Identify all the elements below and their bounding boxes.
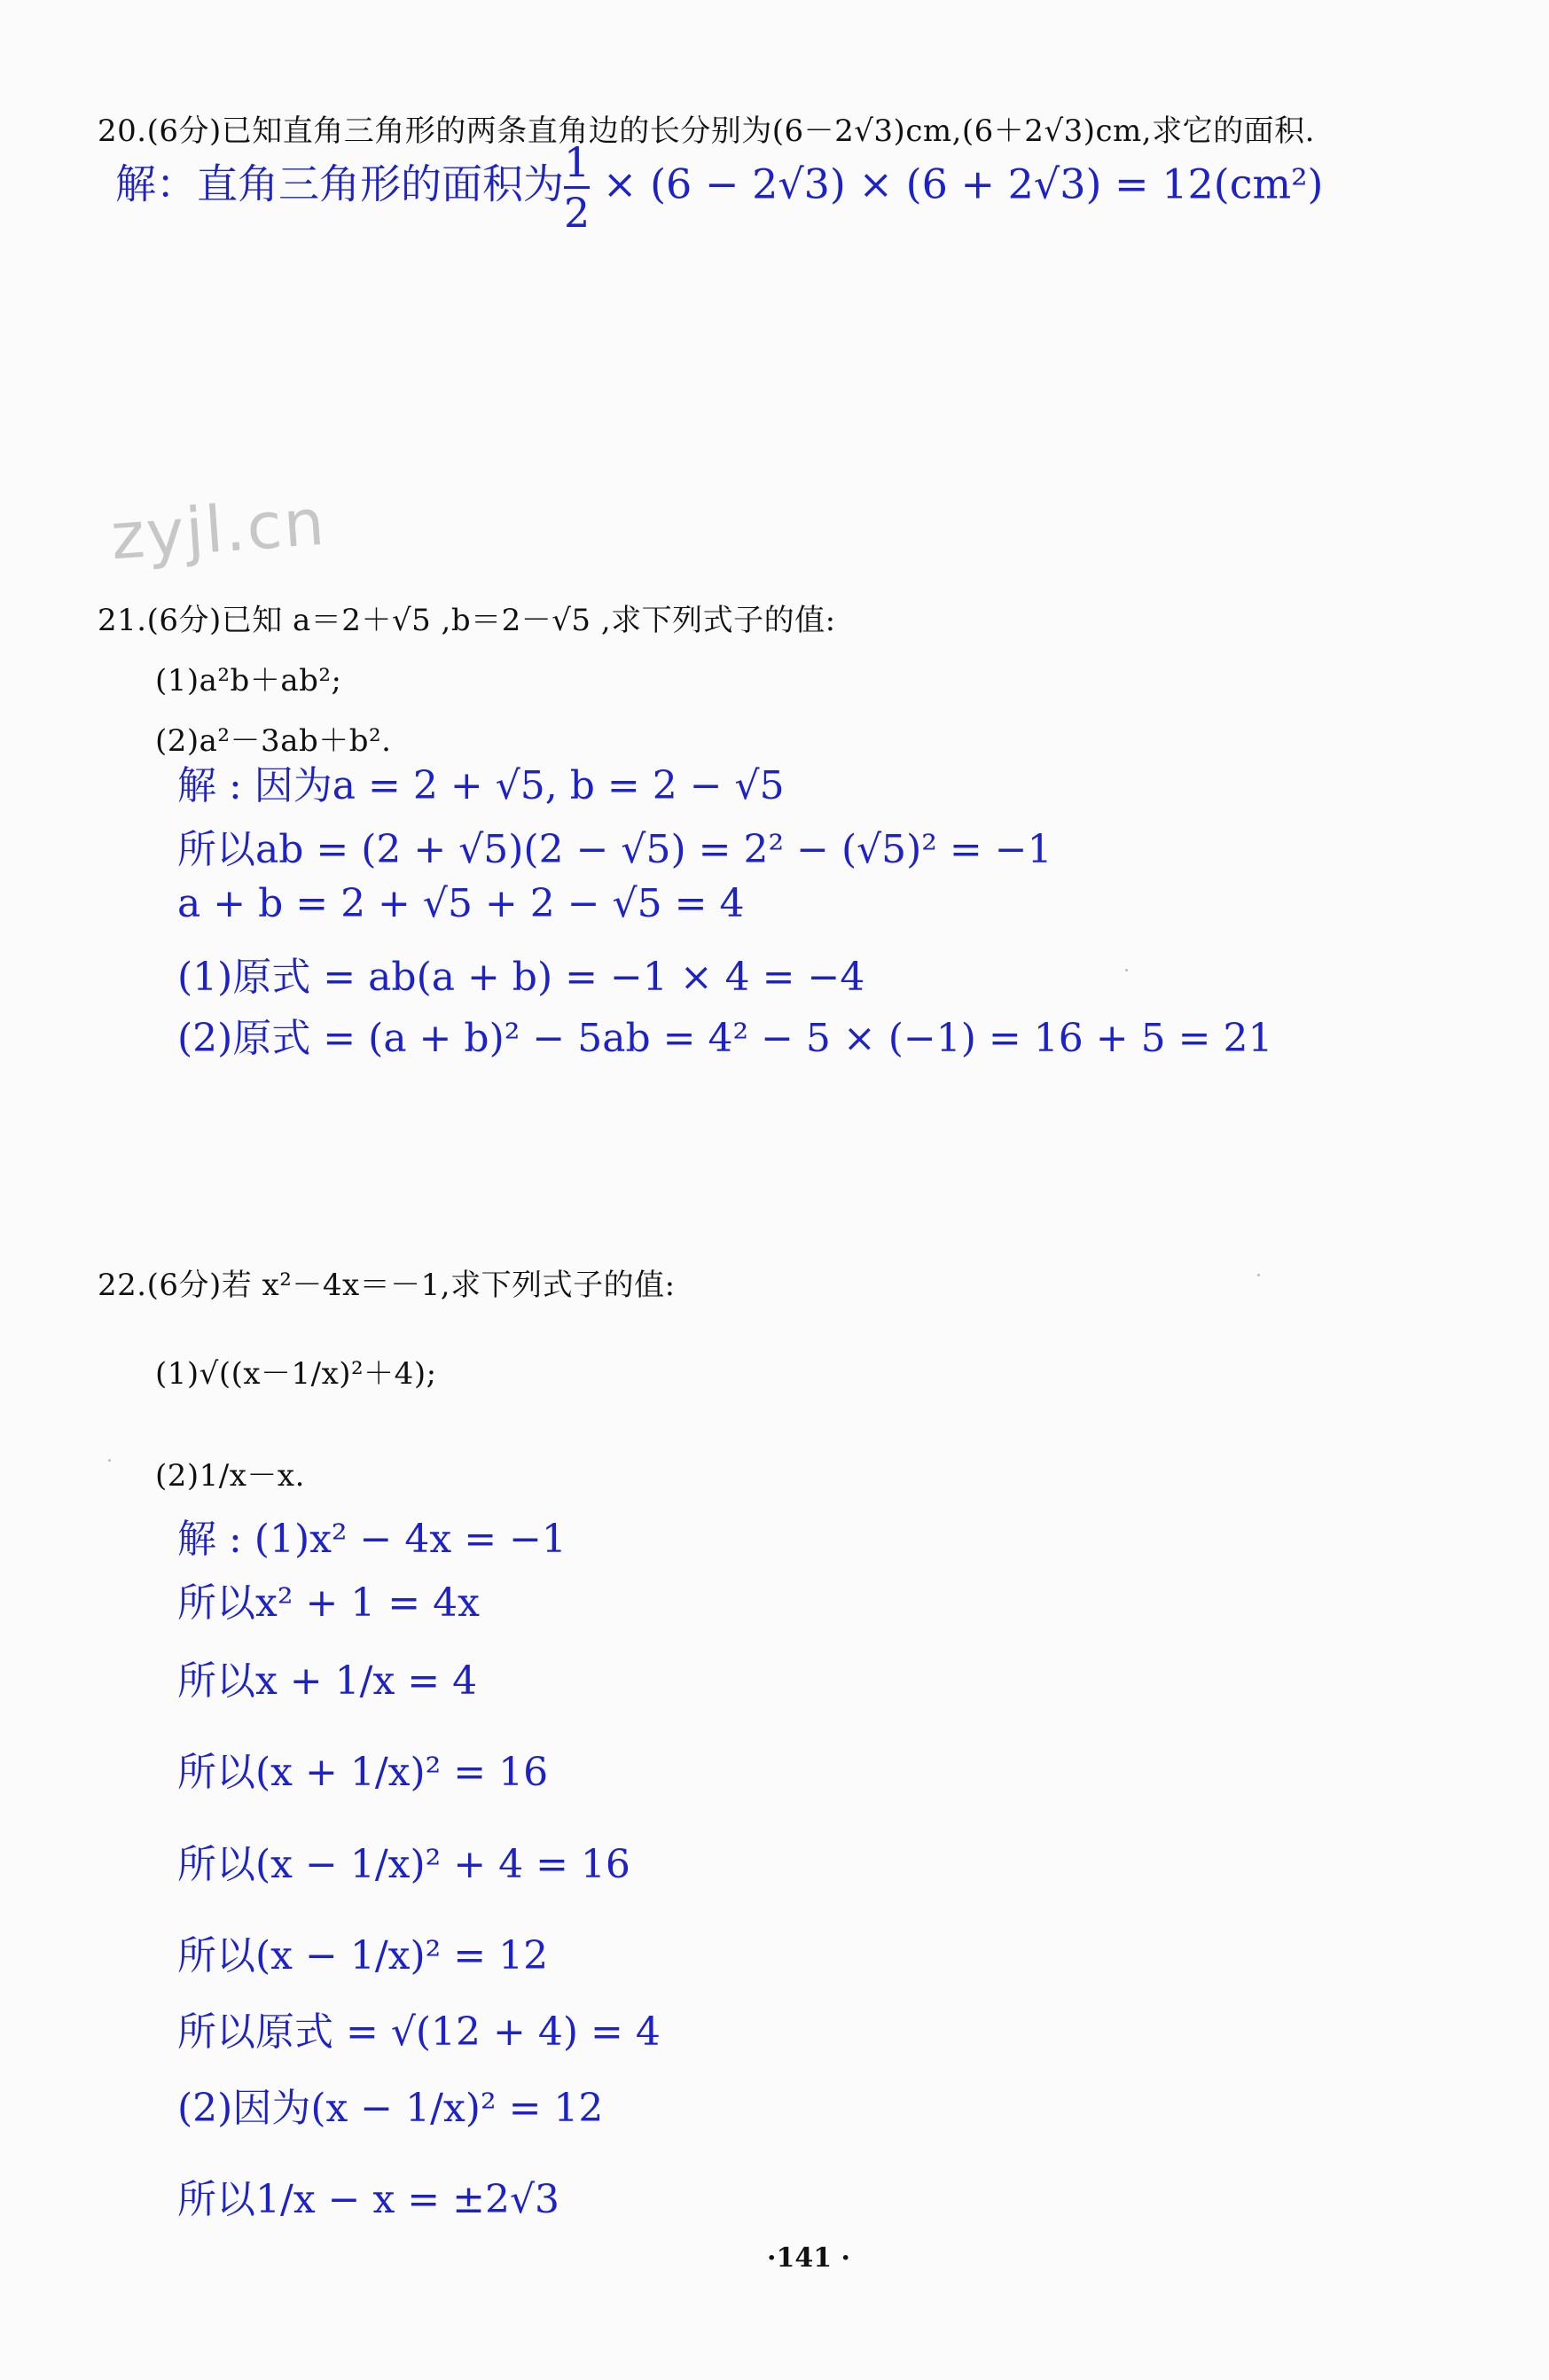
q20-answer-rest: × (6 − 2√3) × (6 + 2√3) = 12(cm²) — [590, 160, 1324, 208]
q22-answer-line: 所以x² + 1 = 4x — [177, 1580, 480, 1626]
q22-answer-line: 所以原式 = √(12 + 4) = 4 — [177, 2009, 661, 2055]
q22-answer-line: 所以(x − 1/x)² = 12 — [177, 1933, 549, 1978]
q21-part2: (2)a²－3ab＋b². — [155, 723, 392, 759]
q22-answer-line: 解 : (1)x² − 4x = −1 — [177, 1517, 567, 1562]
q21-answer-line: a + b = 2 + √5 + 2 − √5 = 4 — [177, 881, 745, 926]
q22-part1: (1)√((x－1/x)²＋4); — [155, 1356, 437, 1392]
q21-answer-line: (2)原式 = (a + b)² − 5ab = 4² − 5 × (−1) = 16 + 5 = 21 — [177, 1016, 1273, 1061]
q20-question: 20.(6分)已知直角三角形的两条直角边的长分别为(6－2√3)cm,(6＋2√3)cm,求它的面积. — [98, 113, 1315, 149]
q21-question: 21.(6分)已知 a＝2＋√5 ,b＝2－√5 ,求下列式子的值: — [98, 603, 836, 638]
q21-answer-line: 解 : 因为a = 2 + √5, b = 2 − √5 — [177, 763, 785, 808]
page-speck — [1257, 1274, 1260, 1276]
watermark-logo: zyjl.cn — [108, 484, 329, 574]
q21-part1: (1)a²b＋ab²; — [155, 663, 342, 698]
q22-answer-line: (2)因为(x − 1/x)² = 12 — [177, 2086, 604, 2131]
q22-answer-line: 所以1/x − x = ±2√3 — [177, 2177, 560, 2222]
q20-fraction-numerator: 1 — [564, 138, 591, 186]
page-speck — [108, 1459, 111, 1462]
q20-fraction-denominator: 2 — [564, 189, 591, 237]
q20-answer-prefix: 解：直角三角形的面积为 — [115, 160, 564, 208]
page-number: ·141 · — [767, 2243, 850, 2274]
q22-answer-line: 所以x + 1/x = 4 — [177, 1658, 478, 1704]
q22-question: 22.(6分)若 x²－4x＝－1,求下列式子的值: — [98, 1268, 676, 1303]
q21-answer-line: 所以ab = (2 + √5)(2 − √5) = 2² − (√5)² = −1 — [177, 827, 1052, 872]
q22-answer-line: 所以(x + 1/x)² = 16 — [177, 1750, 549, 1795]
q20-answer — [115, 138, 1324, 237]
q20-fraction — [564, 138, 591, 237]
q22-answer-line: 所以(x − 1/x)² + 4 = 16 — [177, 1842, 630, 1887]
q22-part2: (2)1/x－x. — [155, 1458, 305, 1494]
page-speck — [1125, 969, 1128, 972]
q21-answer-line: (1)原式 = ab(a + b) = −1 × 4 = −4 — [177, 955, 865, 1000]
